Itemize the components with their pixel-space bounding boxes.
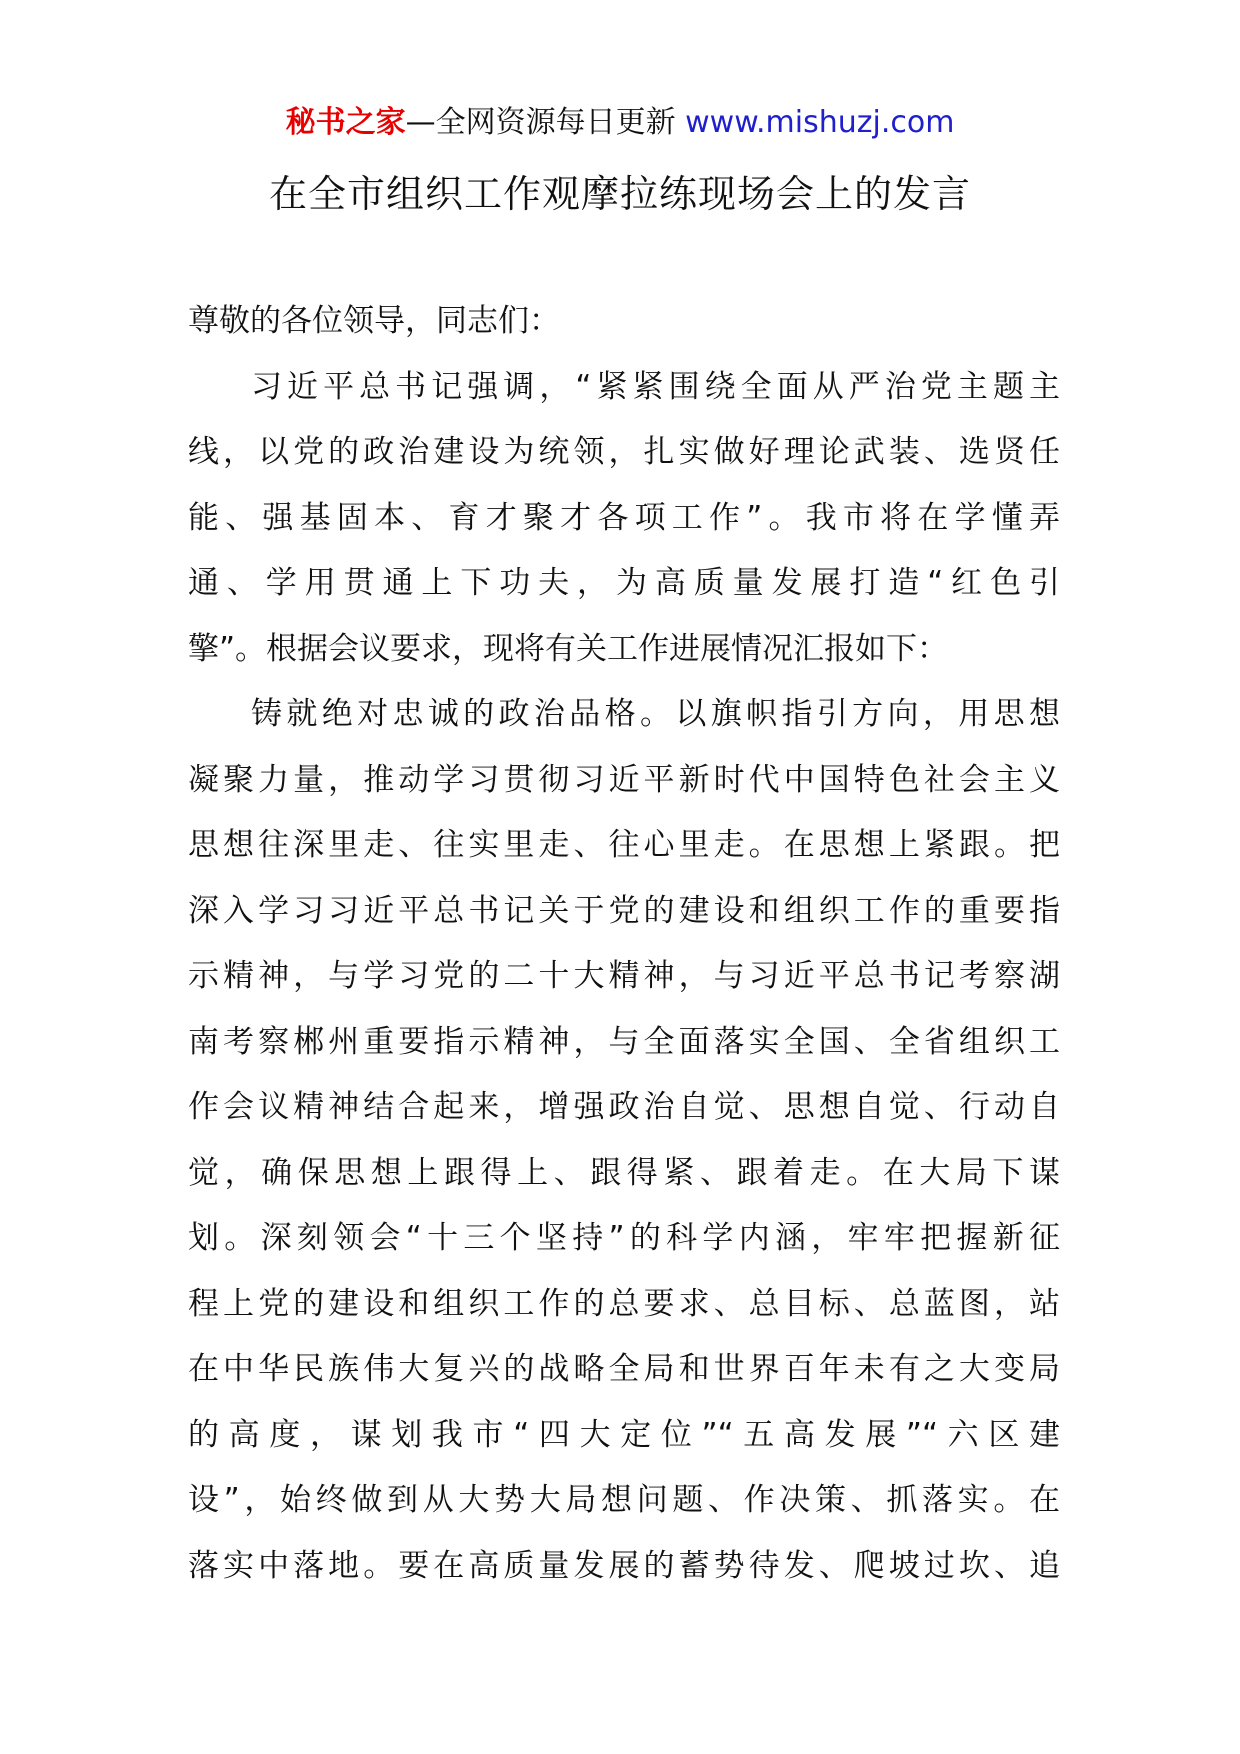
paragraph-line: 划。深刻领会“十三个坚持”的科学内涵，牢牢把握新征 (188, 1220, 1060, 1256)
paragraph-line: 深入学习习近平总书记关于党的建设和组织工作的重要指 (188, 892, 1060, 929)
paragraph-line: 习近平总书记强调，“紧紧围绕全面从严治党主题主 (251, 368, 1060, 405)
paragraph-line: 凝聚力量，推动学习贯彻习近平新时代中国特色社会主义 (188, 761, 1060, 798)
paragraph-line: 示精神，与学习党的二十大精神，与习近平总书记考察湖 (188, 958, 1060, 994)
paragraph-line: 擎”。根据会议要求，现将有关工作进展情况汇报如下： (188, 630, 949, 667)
brand-logo-text: 秘书之家 (285, 105, 406, 140)
salutation-line: 尊敬的各位领导，同志们： (188, 303, 560, 339)
paragraph-line: 设”，始终做到从大势大局想问题、作决策、抓落实。在 (188, 1482, 1060, 1518)
paragraph-line: 能、强基固本、育才聚才各项工作”。我市将在学懂弄 (188, 499, 1060, 536)
paragraph-line: 铸就绝对忠诚的政治品格。以旗帜指引方向，用思想 (251, 696, 1060, 732)
paragraph-line: 通、学用贯通上下功夫，为高质量发展打造“红色引 (188, 565, 1060, 601)
paragraph-line: 程上党的建设和组织工作的总要求、总目标、总蓝图，站 (188, 1285, 1060, 1322)
paragraph-line: 思想往深里走、往实里走、往心里走。在思想上紧跟。把 (188, 827, 1060, 863)
paragraph-line: 南考察郴州重要指示精神，与全面落实全国、全省组织工 (188, 1023, 1060, 1060)
paragraph-line: 觉，确保思想上跟得上、跟得紧、跟着走。在大局下谋 (188, 1154, 1060, 1191)
document-body (188, 289, 1060, 1599)
document-title: 在全市组织工作观摩拉练现场会上的发言 (268, 172, 971, 216)
header-tagline: —全网资源每日更新 (405, 105, 686, 140)
site-header (0, 100, 1240, 146)
site-url[interactable]: www.mishuzj.com (685, 105, 955, 140)
paragraph-line: 在中华民族伟大复兴的战略全局和世界百年未有之大变局 (188, 1351, 1060, 1387)
paragraph-line: 作会议精神结合起来，增强政治自觉、思想自觉、行动自 (188, 1089, 1060, 1125)
paragraph-line: 线，以党的政治建设为统领，扎实做好理论武装、选贤任 (188, 434, 1060, 470)
paragraph-line: 的高度，谋划我市“四大定位”“五高发展”“六区建 (188, 1416, 1060, 1453)
paragraph-line: 落实中落地。要在高质量发展的蓄势待发、爬坡过坎、追 (188, 1547, 1060, 1584)
